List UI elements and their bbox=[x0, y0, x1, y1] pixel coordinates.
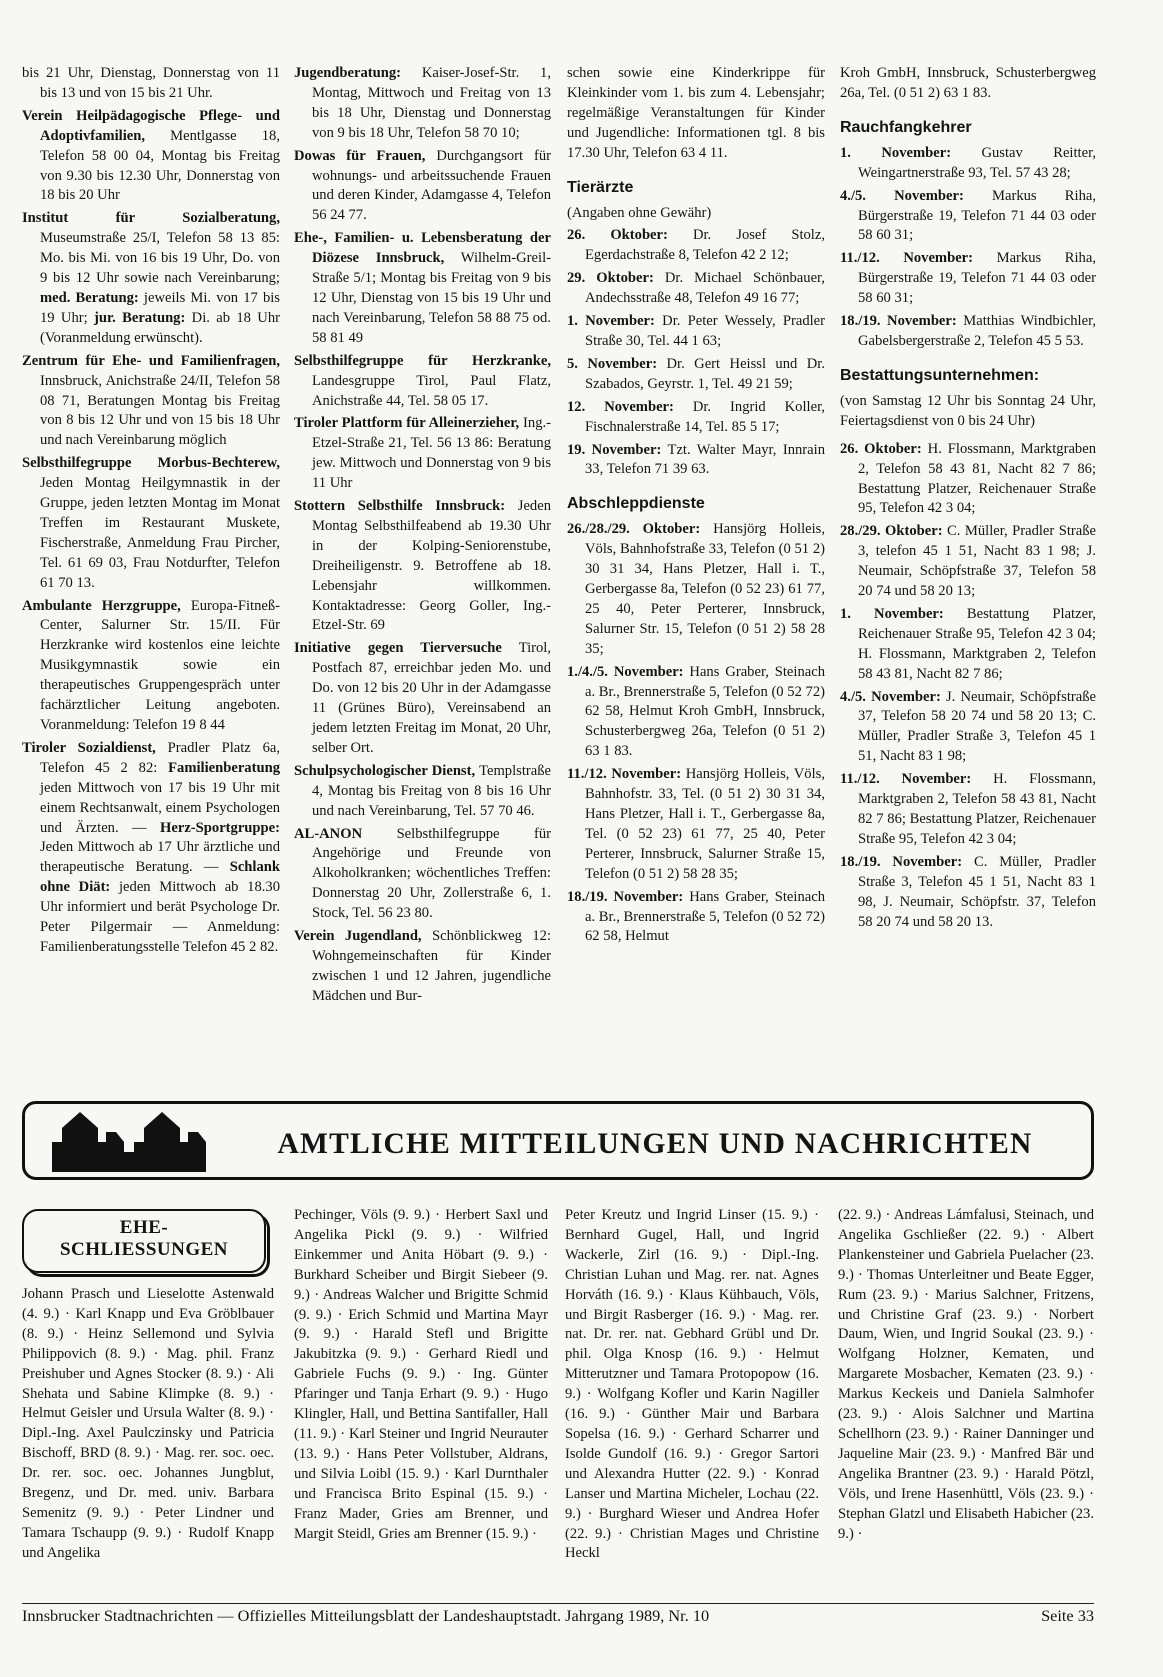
entry-label: 26./28./29. Oktober: bbox=[567, 521, 701, 538]
entry-label: Verein Heilpädagogische Pflege- und Adoptivfamilien, bbox=[22, 107, 280, 144]
entry-text: Jeden Montag Selbsthilfeabend ab 19.30 Uhr in der Kolping-Seniorenstube, Dreiheiligenstr. 9. Betroffene ab 18. Lebensjahr willkommen. Kontaktadresse: Georg Goller, Ing.-Etzel-Str. 69 bbox=[312, 498, 551, 634]
entry-text: Bestattung Platzer, Reichenauer Straße 95, Telefon 42 3 04; H. Flossmann, Marktgraben 2, Telefon 58 43 81, Nacht 82 7 86; bbox=[858, 605, 1096, 682]
entry bbox=[567, 663, 825, 763]
entry bbox=[567, 312, 825, 352]
heading-rauchfangkehrer: Rauchfangkehrer bbox=[840, 118, 972, 136]
entry-label: AL-ANON bbox=[294, 825, 363, 842]
entry-text: Di. ab 18 Uhr (Voranmeldung erwünscht). bbox=[40, 309, 280, 346]
ehe-heading-line2: SCHLIESSUNGEN bbox=[59, 1239, 229, 1260]
column-3 bbox=[567, 64, 825, 950]
entry bbox=[840, 688, 1096, 768]
entry-label: Stottern Selbsthilfe Innsbruck: bbox=[294, 498, 506, 515]
entry-label: Tiroler Sozialdienst, bbox=[22, 739, 156, 756]
entry bbox=[22, 107, 280, 207]
entry bbox=[294, 639, 551, 758]
entry-text: Tzt. Walter Mayr, Innrain 33, Telefon 71 39 63. bbox=[585, 441, 825, 478]
entry-label: Initiative gegen Tierversuche bbox=[294, 640, 502, 657]
entry-text: Dr. Peter Wessely, Pradler Straße 30, Tel. 44 1 63; bbox=[585, 313, 826, 349]
banner-title: AMTLICHE MITTEILUNGEN UND NACHRICHTEN bbox=[277, 1128, 1033, 1160]
entry-text: Dr. Michael Schönbauer, Andechsstraße 48, Telefon 49 16 77; bbox=[585, 270, 825, 307]
bestattung-note: (von Samstag 12 Uhr bis Sonntag 24 Uhr, Feiertagsdienst von 0 bis 24 Uhr) bbox=[840, 392, 1096, 429]
column-2 bbox=[294, 64, 551, 1010]
entry-label: 18./19. November: bbox=[840, 853, 963, 870]
entry-label: med. Beratung: bbox=[40, 289, 139, 306]
marriages-column-2 bbox=[294, 1206, 548, 1544]
page-footer bbox=[22, 1606, 1094, 1626]
entry-text: Markus Riha, Bürgerstraße 19, Telefon 71 44 03 oder 58 60 31; bbox=[858, 187, 1096, 244]
marriages-text-1: Johann Prasch und Lieselotte Astenwald (4. 9.) · Karl Knapp und Eva Gröblbauer (8. 9.) · Heinz Sellemond und Sylvia Philippovich (8. 9.) · Mag. phil. Franz Preishuber und Agnes Stocker (8. 9.) · Ali Shehata und Sabine Klimpke (8. 9.) · Helmut Geisler und Ursula Walter (8. 9.) · Dipl.-Ing. Axel Paulczinsky und Patricia Bischoff, BRD (8. 9.) · Mag. rer. soc. oec. Dr. rer. soc. oec. Johannes Jungblut, Bregenz, und Dr. med. univ. Barbara Semenitz (9. 9.) · Peter Lindner und Tamara Tschaupp (9. 9.) · Rudolf Knapp und Angelika bbox=[22, 1286, 274, 1561]
entry-label: 4./5. November: bbox=[840, 187, 964, 204]
entry-label: Herz-Sportgruppe: bbox=[160, 819, 280, 836]
entry bbox=[22, 597, 280, 736]
entry bbox=[294, 147, 551, 227]
entry-text: Dr. Ingrid Koller, Fischnalerstraße 14, Tel. 85 5 17; bbox=[585, 398, 825, 435]
entry-label: 19. November: bbox=[567, 441, 662, 458]
entry-label: Ambulante Herzgruppe, bbox=[22, 597, 181, 614]
entry bbox=[567, 398, 825, 438]
heading-abschleppdienste: Abschleppdienste bbox=[567, 495, 705, 513]
entry-text: Pradler Platz 6a, Telefon 45 2 82: bbox=[40, 739, 280, 776]
entry bbox=[840, 605, 1096, 685]
entry bbox=[294, 229, 551, 348]
entry bbox=[567, 888, 825, 948]
entry-label: 12. November: bbox=[567, 398, 674, 415]
entry bbox=[22, 454, 280, 593]
marriages-text-3: Peter Kreutz und Ingrid Linser (15. 9.) · Bernhard Gugel, Hall, und Ingrid Wackerle, Zirl (16. 9.) · Dipl.-Ing. Christian Luhan und Mag. rer. nat. Agnes Horváth (16. 9.) · Klaus Kühbauch, Völs, und Birgit Rasberger (16. 9.) · Mag. rer. nat. Dr. rer. nat. Gebhard Grübl und Dr. phil. Olga Knosp (16. 9.) · Helmut Mitterutzner und Tamara Protopopow (16. 9.) · Wolfgang Kofler und Karin Nagiller (16. 9.) · Günther Mair und Barbara Sopelsa (16. 9.) · Gerhard Scharrer und Isolde Gundolf (16. 9.) · Gregor Sartori und Alexandra Hutter (22. 9.) · Konrad Lanser und Martina Micheler, Lochau (22. 9.) · Burghard Wieser und Andrea Hofer (22. 9.) · Christian Mages und Christine Heckl bbox=[565, 1207, 819, 1562]
entry bbox=[840, 312, 1096, 352]
entry-text: jeden Mittwoch ab 18.30 Uhr informiert und berät Psychologe Dr. Peter Pilgermair — Anmeldung: Familienberatungsstelle Telefon 45 2 82. bbox=[40, 879, 280, 955]
entry-text: C. Müller, Pradler Straße 3, Telefon 45 1 51, Nacht 83 1 98, J. Neumair, Schöpfstr. 37, Telefon 58 20 74 und 58 20 13. bbox=[858, 853, 1096, 930]
entry-text: Selbsthilfegruppe für Angehörige und Freunde von Alkoholkranken; wöchentliches Treffen: Donnerstag 20 Uhr, Zollerstraße 6, 1. Stock, Tel. 56 23 80. bbox=[312, 825, 551, 922]
entry-text: Ing.-Etzel-Straße 21, Tel. 56 13 86: Beratung jew. Mittwoch und Donnerstag von 9 bis 11 Uhr bbox=[312, 415, 551, 492]
entry-label: 1. November: bbox=[567, 313, 655, 330]
entry-text: Landesgruppe Tirol, Paul Flatz, Anichstraße 44, Tel. 58 05 17. bbox=[312, 372, 551, 409]
ehe-heading-line1: EHE- bbox=[119, 1217, 169, 1238]
rauchfangkehrer-list bbox=[840, 144, 1096, 352]
column-1 bbox=[22, 64, 280, 961]
heading-tieraerzte: Tierärzte bbox=[567, 178, 634, 196]
entry-label: 18./19. November: bbox=[840, 313, 957, 330]
entry bbox=[567, 269, 825, 309]
entry-text: Museumstraße 25/I, Telefon 58 13 85: Mo. bis Mi. von 16 bis 19 Uhr, Do. von 9 bis 12 Uhr sowie nach Vereinbarung; bbox=[40, 230, 280, 287]
entry-label: 18./19. November: bbox=[567, 888, 684, 905]
entry-label: Zentrum für Ehe- und Familienfragen, bbox=[22, 352, 280, 369]
entry-text: Hans Graber, Steinach a. Br., Brennerstraße 5, Telefon (0 52 72) 62 58, Helmut Kroh GmbH, Innsbruck, Schusterbergweg 26a, Telefon (0 51 2) 63 1 83. bbox=[585, 663, 825, 760]
entry bbox=[22, 209, 280, 348]
entry-text: Tirol, Postfach 87, erreichbar jeden Mo. und Do. von 12 bis 20 Uhr in der Adamgasse 11 (Grünes Büro), Vereinsabend an jedem letzten Freitag im Monat, 20 Uhr, selber Ort. bbox=[312, 640, 552, 756]
entry-label: Selbsthilfegruppe Morbus-Bechterew, bbox=[22, 455, 280, 472]
entry bbox=[840, 144, 1096, 184]
entry bbox=[840, 187, 1096, 247]
entry-label: 11./12. November: bbox=[840, 250, 974, 267]
entry-text: Mentlgasse 18, Telefon 58 00 04, Montag bis Freitag von 9.30 bis 12.30 Uhr, Donnerstag von 18 bis 20 Uhr bbox=[40, 127, 280, 204]
twin-house-silhouette-icon bbox=[50, 1108, 220, 1174]
footer-rule bbox=[22, 1603, 1094, 1604]
entry-label: 11./12. November: bbox=[840, 771, 972, 788]
tieraerzte-list bbox=[567, 226, 825, 480]
entry-label: Schlank ohne Diät: bbox=[40, 859, 280, 896]
entry-text: Markus Riha, Bürgerstraße 19, Telefon 71 44 03 oder 58 60 31; bbox=[858, 250, 1096, 307]
entry-text: C. Müller, Pradler Straße 3, telefon 45 1 51, Nacht 83 1 98; J. Neumair, Schöpfstraße 37, Telefon 58 20 74 und 58 20 13; bbox=[858, 523, 1096, 600]
entry-label: 11./12. November: bbox=[567, 766, 682, 783]
entry bbox=[22, 64, 280, 104]
entry bbox=[22, 352, 280, 452]
entry-text: Dr. Gert Heissl und Dr. Szabados, Geyrstr. 1, Tel. 49 21 59; bbox=[585, 355, 825, 392]
entry-label: 26. Oktober: bbox=[840, 440, 922, 457]
entry-text: Templstraße 4, Montag bis Freitag von 8 bis 16 Uhr und nach Vereinbarung, Tel. 57 70 46. bbox=[312, 762, 551, 819]
marriages-text-2: Pechinger, Völs (9. 9.) · Herbert Saxl und Angelika Pickl (9. 9.) · Wilfried Einkemmer und Anita Höbart (9. 9.) · Burkhard Scheiber und Birgit Siebeer (9. 9.) · Andreas Walcher und Brigitte Schmid (9. 9.) · Erich Schmid und Martina Mayr (9. 9.) · Harald Stefl und Brigitte Jakubitzka (9. 9.) · Gerhard Riedl und Gabriele Fuchs (9. 9.) · Ing. Günter Pfaringer und Tanja Erhart (9. 9.) · Hugo Klingler, Hall, und Bettina Santifaller, Hall (11. 9.) · Karl Steiner und Ingrid Neurauter (13. 9.) · Hans Peter Vollstuber, Aldrans, und Silvia Loibl (15. 9.) · Karl Durnthaler und Francisca Brito Espinal (15. 9.) · Franz Mader, Gries am Brenner, und Margit Steidl, Gries am Brenner (15. 9.) · bbox=[294, 1207, 548, 1542]
entry bbox=[294, 414, 551, 494]
column-4-intro: Kroh GmbH, Innsbruck, Schusterbergweg 26a, Tel. (0 51 2) 63 1 83. bbox=[840, 65, 1096, 101]
entry bbox=[294, 352, 551, 412]
column-4 bbox=[840, 64, 1096, 935]
column-3-intro: schen sowie eine Kinderkrippe für Kleinkinder vom 1. bis zum 4. Lebensjahr; regelmäßige Veranstaltungen für Kinder und Jugendliche: Informationen tgl. 8 bis 17.30 Uhr, Telefon 63 4 11. bbox=[567, 65, 825, 161]
entry bbox=[567, 765, 825, 884]
entry-text: Matthias Windbichler, Gabelsbergerstraße 2, Telefon 45 5 53. bbox=[858, 313, 1096, 349]
entry bbox=[294, 64, 551, 144]
entry-label: Ehe-, Familien- u. Lebensberatung der Diözese Innsbruck, bbox=[294, 230, 551, 267]
entry bbox=[294, 825, 551, 925]
entry bbox=[840, 440, 1096, 520]
entry-text: jeden Mittwoch von 17 bis 19 Uhr mit einem Rechtsanwalt, einem Psychologen und Ärzten. — bbox=[40, 779, 280, 836]
entry-label: Familienberatung bbox=[168, 759, 280, 776]
entry-label: 4./5. November: bbox=[840, 688, 941, 705]
entry-text: Hansjörg Holleis, Völs, Bahnhofstr. 33, Tel. (0 51 2) 30 31 34, Hans Pletzer, Hall i. T., Gerbergasse 8a, Tel. (0 52 23) 61 77, 25 40, Peter Perterer, Innsbruck, Salurner Straße 15, Telefon (0 51 2) 58 28 35; bbox=[585, 766, 825, 882]
entry-text: Wilhelm-Greil-Straße 5/1; Montag bis Freitag von 9 bis 12 Uhr, Dienstag von 15 bis 19 Uhr und nach Vereinbarung, Telefon 58 88 75 od. 58 81 49 bbox=[312, 250, 551, 346]
entry-text: Jeden Mittwoch ab 17 Uhr ärztliche und therapeutische Beratung. — bbox=[40, 839, 280, 876]
entry-text: Durchgangsort für wohnungs- und arbeitssuchende Frauen und deren Kinder, Adamgasse 4, Telefon 56 24 77. bbox=[312, 147, 551, 224]
entry bbox=[567, 441, 825, 481]
entry bbox=[840, 853, 1096, 933]
marriages-column-4 bbox=[838, 1206, 1094, 1544]
entry-text: Schönblickweg 12: Wohngemeinschaften für Kinder zwischen 1 und 12 Jahren, jugendliche Mädchen und Bur- bbox=[312, 928, 551, 1004]
section-banner bbox=[22, 1101, 1094, 1180]
tieraerzte-note: (Angaben ohne Gewähr) bbox=[567, 204, 712, 221]
bestattung-list bbox=[840, 440, 1096, 933]
entry-label: Verein Jugendland, bbox=[294, 928, 422, 945]
entry-label: 5. November: bbox=[567, 355, 658, 372]
footer-publication: Innsbrucker Stadtnachrichten — Offizielles Mitteilungsblatt der Landeshauptstadt. Jahrgang 1989, Nr. 10 bbox=[22, 1606, 710, 1625]
entry-label: 1. November: bbox=[840, 605, 944, 622]
entry-label: Tiroler Plattform für Alleinerzieher, bbox=[294, 415, 520, 432]
entry-text: Europa-Fitneß-Center, Salurner Str. 15/II. Für Herzkranke wird kostenlos eine leichte Musikgymnastik sowie ein therapeutisches Gruppengespräch unter fachärztlicher Leitung angeboten. Voranmeldung: Telefon 19 8 44 bbox=[40, 597, 281, 733]
entry-label: 1./4./5. November: bbox=[567, 663, 684, 680]
entry-text: H. Flossmann, Marktgraben 2, Telefon 58 43 81, Nacht 82 7 86; Bestattung Platzer, Reichenauer Straße 95, Telefon 42 3 04; bbox=[858, 771, 1096, 847]
entry bbox=[567, 226, 825, 266]
marriages-text-4: (22. 9.) · Andreas Lámfalusi, Steinach, und Angelika Gschließer (22. 9.) · Albert Plankensteiner und Gabriela Puelacher (23. 9.) · Thomas Unterleitner und Beate Egger, Rum (23. 9.) · Marius Salchner, Fritzens, und Christine Graf (23. 9.) · Norbert Daum, Wien, und Ingrid Soukal (23. 9.) · Wolfgang Holzner, Kematen, und Margarete Mosbacher, Kematen (23. 9.) · Markus Keckeis und Daniela Salmhofer (23. 9.) · Alois Salchner und Martina Schellhorn (23. 9.) · Rainer Danninger und Jaqueline Mair (23. 9.) · Manfred Bär und Angelika Brantner (23. 9.) · Harald Pötzl, Völs, und Irene Hasenhüttl, Völs (23. 9.) · Stephan Glatzl und Elisabeth Habicher (23. 9.) · bbox=[838, 1207, 1094, 1542]
entry bbox=[567, 355, 825, 395]
entry bbox=[840, 249, 1096, 309]
entry bbox=[567, 520, 825, 659]
entry bbox=[294, 927, 551, 1007]
entry-text: Dr. Josef Stolz, Egerdachstraße 8, Telefon 42 2 12; bbox=[585, 227, 825, 264]
entry bbox=[294, 497, 551, 636]
entry-text: Innsbruck, Anichstraße 24/II, Telefon 58 08 71, Beratungen Montag bis Freitag von 8 bis 12 Uhr und von 15 bis 18 Uhr und nach Vereinbarung möglich bbox=[40, 372, 280, 449]
entry-text: Gustav Reitter, Weingartnerstraße 93, Tel. 57 43 28; bbox=[858, 144, 1097, 181]
entry bbox=[294, 762, 551, 822]
page-number: Seite 33 bbox=[1041, 1606, 1094, 1625]
entry-text: Hans Graber, Steinach a. Br., Brennerstraße 5, Telefon (0 52 72) 62 58, Helmut bbox=[585, 888, 826, 945]
entry bbox=[840, 522, 1096, 602]
entry-label: 29. Oktober: bbox=[567, 270, 654, 287]
marriages-column-3 bbox=[565, 1206, 819, 1564]
entry-text: Hansjörg Holleis, Völs, Bahnhofstraße 33, Telefon (0 51 2) 30 31 34, Hans Pletzer, Hall i. T., Gerbergasse 8a, Telefon (0 52 23) 61 77, 25 40, Peter Perterer, Innsbruck, Salurner Str. 15, Telefon (0 51 2) 58 28 35; bbox=[585, 521, 825, 657]
entry-label: Selbsthilfegruppe für Herzkranke, bbox=[294, 352, 551, 369]
entry-label: Schulpsychologischer Dienst, bbox=[294, 762, 476, 779]
entry bbox=[22, 739, 280, 958]
entry bbox=[840, 770, 1096, 850]
entry-label: 28./29. Oktober: bbox=[840, 523, 943, 540]
entry-text: Kaiser-Josef-Str. 1, Montag, Mittwoch und Freitag von 13 bis 18 Uhr, Dienstag und Donnerstag von 9 bis 18 Uhr, Telefon 58 70 10; bbox=[312, 65, 551, 141]
abschleppdienste-list bbox=[567, 520, 825, 947]
entry-text: jeweils Mi. von 17 bis 19 Uhr; bbox=[40, 289, 280, 326]
entry-text: J. Neumair, Schöpfstraße 37, Telefon 58 20 74 und 58 20 13; C. Müller, Pradler Straße 3, Telefon 45 1 51, Nacht 83 1 98; bbox=[858, 688, 1096, 765]
entry-label: Dowas für Frauen, bbox=[294, 147, 426, 164]
entry-label: 26. Oktober: bbox=[567, 227, 668, 244]
ehe-heading-box bbox=[22, 1209, 266, 1273]
entry-label: Jugendberatung: bbox=[294, 65, 402, 81]
heading-bestattungsunternehmen: Bestattungsunternehmen: bbox=[840, 366, 1040, 384]
entry-text: Jeden Montag Heilgymnastik in der Gruppe, jeden letzten Montag im Monat Treffen im Restaurant Muskete, Fischerstraße, Anmeldung Frau Pircher, Tel. 61 69 03, Frau Notdurfter, Telefon 61 70 13. bbox=[40, 475, 280, 591]
entry-text: H. Flossmann, Marktgraben 2, Telefon 58 43 81, Nacht 82 7 86; Bestattung Platzer, Reichenauer Straße 95, Telefon 42 3 04; bbox=[858, 440, 1096, 517]
entry-label: 1. November: bbox=[840, 144, 952, 161]
entry-label: jur. Beratung: bbox=[94, 309, 186, 326]
marriages-column-1 bbox=[22, 1285, 274, 1564]
entry-text: bis 21 Uhr, Dienstag, Donnerstag von 11 bis 13 und von 15 bis 21 Uhr. bbox=[22, 65, 280, 101]
entry-label: Institut für Sozialberatung, bbox=[22, 210, 280, 227]
